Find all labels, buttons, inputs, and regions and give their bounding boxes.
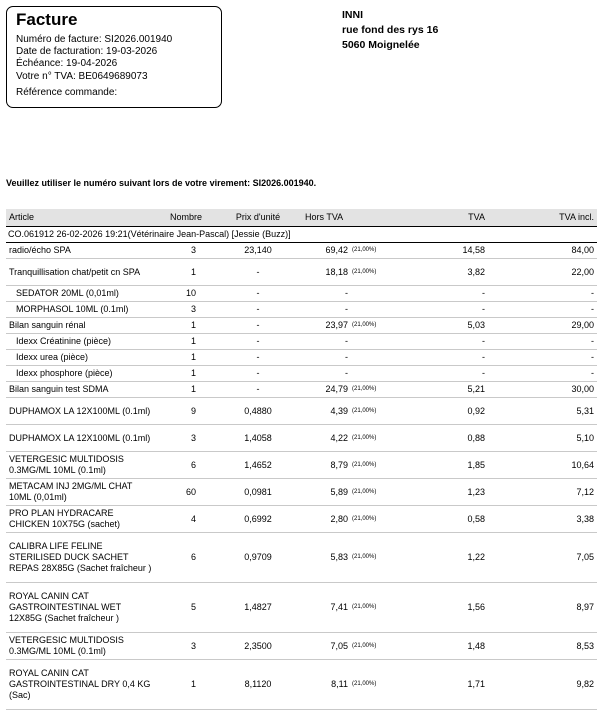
item-quantity: 1 <box>158 334 214 350</box>
header-vat: TVA <box>390 209 493 227</box>
order-line: CO.061912 26-02-2026 19:21(Vétérinaire Jean-Pascal) [Jessie (Buzz)] <box>6 227 597 243</box>
item-excl-vat: 4,22 <box>302 425 350 452</box>
item-vat-rate: (21,00%) <box>350 583 390 633</box>
item-vat-rate: (21,00%) <box>350 382 390 398</box>
item-article: VETERGESIC MULTIDOSIS 0.3MG/ML 10ML (0.1ml) <box>6 452 158 479</box>
item-quantity: 1 <box>158 660 214 710</box>
table-row <box>6 583 597 633</box>
table-row <box>6 366 597 382</box>
item-unit-price: 0,0981 <box>214 479 302 506</box>
item-incl-vat: - <box>493 366 597 382</box>
item-vat-rate: (21,00%) <box>350 425 390 452</box>
address-street: rue fond des rys 16 <box>342 24 439 36</box>
invoice-title: Facture <box>16 10 78 29</box>
item-incl-vat: 5,10 <box>493 425 597 452</box>
item-vat-rate: (21,00%) <box>350 452 390 479</box>
invoice-vat-number: Votre n° TVA: BE0649689073 <box>16 70 148 82</box>
item-vat: 0,88 <box>390 425 493 452</box>
item-excl-vat: - <box>302 366 350 382</box>
item-excl-vat: 8,11 <box>302 660 350 710</box>
item-incl-vat: 7,12 <box>493 479 597 506</box>
item-vat: 1,22 <box>390 533 493 583</box>
item-vat: 0,92 <box>390 398 493 425</box>
item-quantity: 9 <box>158 398 214 425</box>
item-incl-vat: 30,00 <box>493 382 597 398</box>
item-incl-vat: 3,38 <box>493 506 597 533</box>
item-quantity: 6 <box>158 452 214 479</box>
invoice-order-reference: Référence commande: <box>16 86 118 98</box>
item-article: Bilan sanguin rénal <box>6 318 158 334</box>
table-row <box>6 452 597 479</box>
item-vat-rate <box>350 350 390 366</box>
item-vat-rate <box>350 286 390 302</box>
item-vat: 1,85 <box>390 452 493 479</box>
item-incl-vat: 29,00 <box>493 318 597 334</box>
item-incl-vat: - <box>493 334 597 350</box>
item-article: ROYAL CANIN CAT GASTROINTESTINAL DRY 0,4 KG (Sac) <box>6 660 158 710</box>
item-vat-rate: (21,00%) <box>350 398 390 425</box>
table-row <box>6 302 597 318</box>
item-quantity: 1 <box>158 382 214 398</box>
header-incl-vat: TVA incl. <box>493 209 597 227</box>
invoice-number: Numéro de facture: SI2026.001940 <box>16 34 173 45</box>
item-article: SEDATOR 20ML (0,01ml) <box>6 286 158 302</box>
item-vat-rate <box>350 334 390 350</box>
item-incl-vat: - <box>493 286 597 302</box>
item-quantity: 3 <box>158 243 214 259</box>
item-vat-rate <box>350 302 390 318</box>
item-excl-vat: 8,79 <box>302 452 350 479</box>
item-vat: - <box>390 286 493 302</box>
item-excl-vat: 24,79 <box>302 382 350 398</box>
item-article: Tranquillisation chat/petit cn SPA <box>6 259 158 286</box>
item-unit-price: 23,140 <box>214 243 302 259</box>
table-row <box>6 398 597 425</box>
item-unit-price: - <box>214 366 302 382</box>
item-excl-vat: - <box>302 286 350 302</box>
item-vat: - <box>390 334 493 350</box>
item-incl-vat: 5,31 <box>493 398 597 425</box>
item-excl-vat: 18,18 <box>302 259 350 286</box>
item-vat-rate: (21,00%) <box>350 660 390 710</box>
item-vat-rate: (21,00%) <box>350 259 390 286</box>
item-quantity: 3 <box>158 633 214 660</box>
item-excl-vat: 5,83 <box>302 533 350 583</box>
item-unit-price: - <box>214 350 302 366</box>
address-name: INNI <box>342 9 363 21</box>
item-article: DUPHAMOX LA 12X100ML (0.1ml) <box>6 398 158 425</box>
item-quantity: 4 <box>158 506 214 533</box>
item-incl-vat: - <box>493 350 597 366</box>
item-excl-vat: 7,05 <box>302 633 350 660</box>
item-vat-rate: (21,00%) <box>350 318 390 334</box>
invoice-info-box <box>6 6 222 108</box>
item-unit-price: - <box>214 334 302 350</box>
item-unit-price: 0,6992 <box>214 506 302 533</box>
item-article: radio/écho SPA <box>6 243 158 259</box>
item-unit-price: - <box>214 302 302 318</box>
item-excl-vat: - <box>302 302 350 318</box>
item-quantity: 5 <box>158 583 214 633</box>
item-vat-rate: (21,00%) <box>350 479 390 506</box>
table-row <box>6 350 597 366</box>
item-vat: 0,58 <box>390 506 493 533</box>
item-vat-rate: (21,00%) <box>350 533 390 583</box>
customer-address <box>342 8 438 53</box>
item-vat: 3,82 <box>390 259 493 286</box>
item-article: Idexx Créatinine (pièce) <box>6 334 158 350</box>
item-quantity: 6 <box>158 533 214 583</box>
item-incl-vat: 84,00 <box>493 243 597 259</box>
item-quantity: 60 <box>158 479 214 506</box>
table-row <box>6 286 597 302</box>
item-quantity: 1 <box>158 259 214 286</box>
item-unit-price: 0,9709 <box>214 533 302 583</box>
table-row <box>6 382 597 398</box>
item-incl-vat: 8,97 <box>493 583 597 633</box>
item-unit-price: 8,1120 <box>214 660 302 710</box>
item-vat: - <box>390 366 493 382</box>
item-quantity: 1 <box>158 350 214 366</box>
item-vat: 1,71 <box>390 660 493 710</box>
item-vat: 1,23 <box>390 479 493 506</box>
item-quantity: 10 <box>158 286 214 302</box>
table-row <box>6 318 597 334</box>
table-row <box>6 506 597 533</box>
item-excl-vat: 5,89 <box>302 479 350 506</box>
header-excl-vat: Hors TVA <box>302 209 390 227</box>
header-unit-price: Prix d'unité <box>214 209 302 227</box>
item-quantity: 3 <box>158 302 214 318</box>
item-article: Idexx urea (pièce) <box>6 350 158 366</box>
item-incl-vat: 9,82 <box>493 660 597 710</box>
item-vat: 14,58 <box>390 243 493 259</box>
item-unit-price: 1,4827 <box>214 583 302 633</box>
item-unit-price: 2,3500 <box>214 633 302 660</box>
item-unit-price: - <box>214 318 302 334</box>
table-header-row <box>6 209 597 227</box>
item-article: CALIBRA LIFE FELINE STERILISED DUCK SACHET REPAS 28X85G (Sachet fraîcheur ) <box>6 533 158 583</box>
item-incl-vat: 22,00 <box>493 259 597 286</box>
item-incl-vat: 8,53 <box>493 633 597 660</box>
table-row <box>6 334 597 350</box>
table-row <box>6 660 597 710</box>
item-vat: 1,56 <box>390 583 493 633</box>
item-quantity: 3 <box>158 425 214 452</box>
header-quantity: Nombre <box>158 209 214 227</box>
table-row <box>6 243 597 259</box>
item-unit-price: - <box>214 286 302 302</box>
item-excl-vat: - <box>302 334 350 350</box>
item-vat: 5,21 <box>390 382 493 398</box>
invoice-due-date: Échéance: 19-04-2026 <box>16 58 118 70</box>
item-vat-rate: (21,00%) <box>350 243 390 259</box>
item-article: ROYAL CANIN CAT GASTROINTESTINAL WET 12X85G (Sachet fraîcheur ) <box>6 583 158 633</box>
item-article: Idexx phosphore (pièce) <box>6 366 158 382</box>
item-unit-price: - <box>214 382 302 398</box>
item-quantity: 1 <box>158 318 214 334</box>
item-unit-price: - <box>214 259 302 286</box>
item-incl-vat: 7,05 <box>493 533 597 583</box>
table-row <box>6 425 597 452</box>
payment-transfer-note: Veuillez utiliser le numéro suivant lors de votre virement: SI2026.001940. <box>6 178 317 188</box>
item-vat: 5,03 <box>390 318 493 334</box>
item-excl-vat: 4,39 <box>302 398 350 425</box>
item-article: Bilan sanguin test SDMA <box>6 382 158 398</box>
table-row <box>6 633 597 660</box>
item-vat-rate: (21,00%) <box>350 633 390 660</box>
address-city: 5060 Moignelée <box>342 39 420 51</box>
table-row <box>6 479 597 506</box>
table-row <box>6 259 597 286</box>
item-vat-rate <box>350 366 390 382</box>
item-excl-vat: 7,41 <box>302 583 350 633</box>
invoice-lines-table <box>6 209 597 710</box>
item-quantity: 1 <box>158 366 214 382</box>
item-vat: 1,48 <box>390 633 493 660</box>
item-excl-vat: 23,97 <box>302 318 350 334</box>
item-vat: - <box>390 350 493 366</box>
item-excl-vat: 2,80 <box>302 506 350 533</box>
item-unit-price: 1,4058 <box>214 425 302 452</box>
item-unit-price: 0,4880 <box>214 398 302 425</box>
header-article: Article <box>6 209 158 227</box>
item-incl-vat: - <box>493 302 597 318</box>
item-excl-vat: 69,42 <box>302 243 350 259</box>
invoice-date: Date de facturation: 19-03-2026 <box>16 46 158 58</box>
item-vat-rate: (21,00%) <box>350 506 390 533</box>
item-article: PRO PLAN HYDRACARE CHICKEN 10X75G (sachet) <box>6 506 158 533</box>
item-incl-vat: 10,64 <box>493 452 597 479</box>
item-article: METACAM INJ 2MG/ML CHAT 10ML (0,01ml) <box>6 479 158 506</box>
item-article: MORPHASOL 10ML (0.1ml) <box>6 302 158 318</box>
table-row <box>6 533 597 583</box>
item-unit-price: 1,4652 <box>214 452 302 479</box>
item-article: DUPHAMOX LA 12X100ML (0.1ml) <box>6 425 158 452</box>
item-excl-vat: - <box>302 350 350 366</box>
order-row <box>6 227 597 243</box>
item-article: VETERGESIC MULTIDOSIS 0.3MG/ML 10ML (0.1ml) <box>6 633 158 660</box>
item-vat: - <box>390 302 493 318</box>
